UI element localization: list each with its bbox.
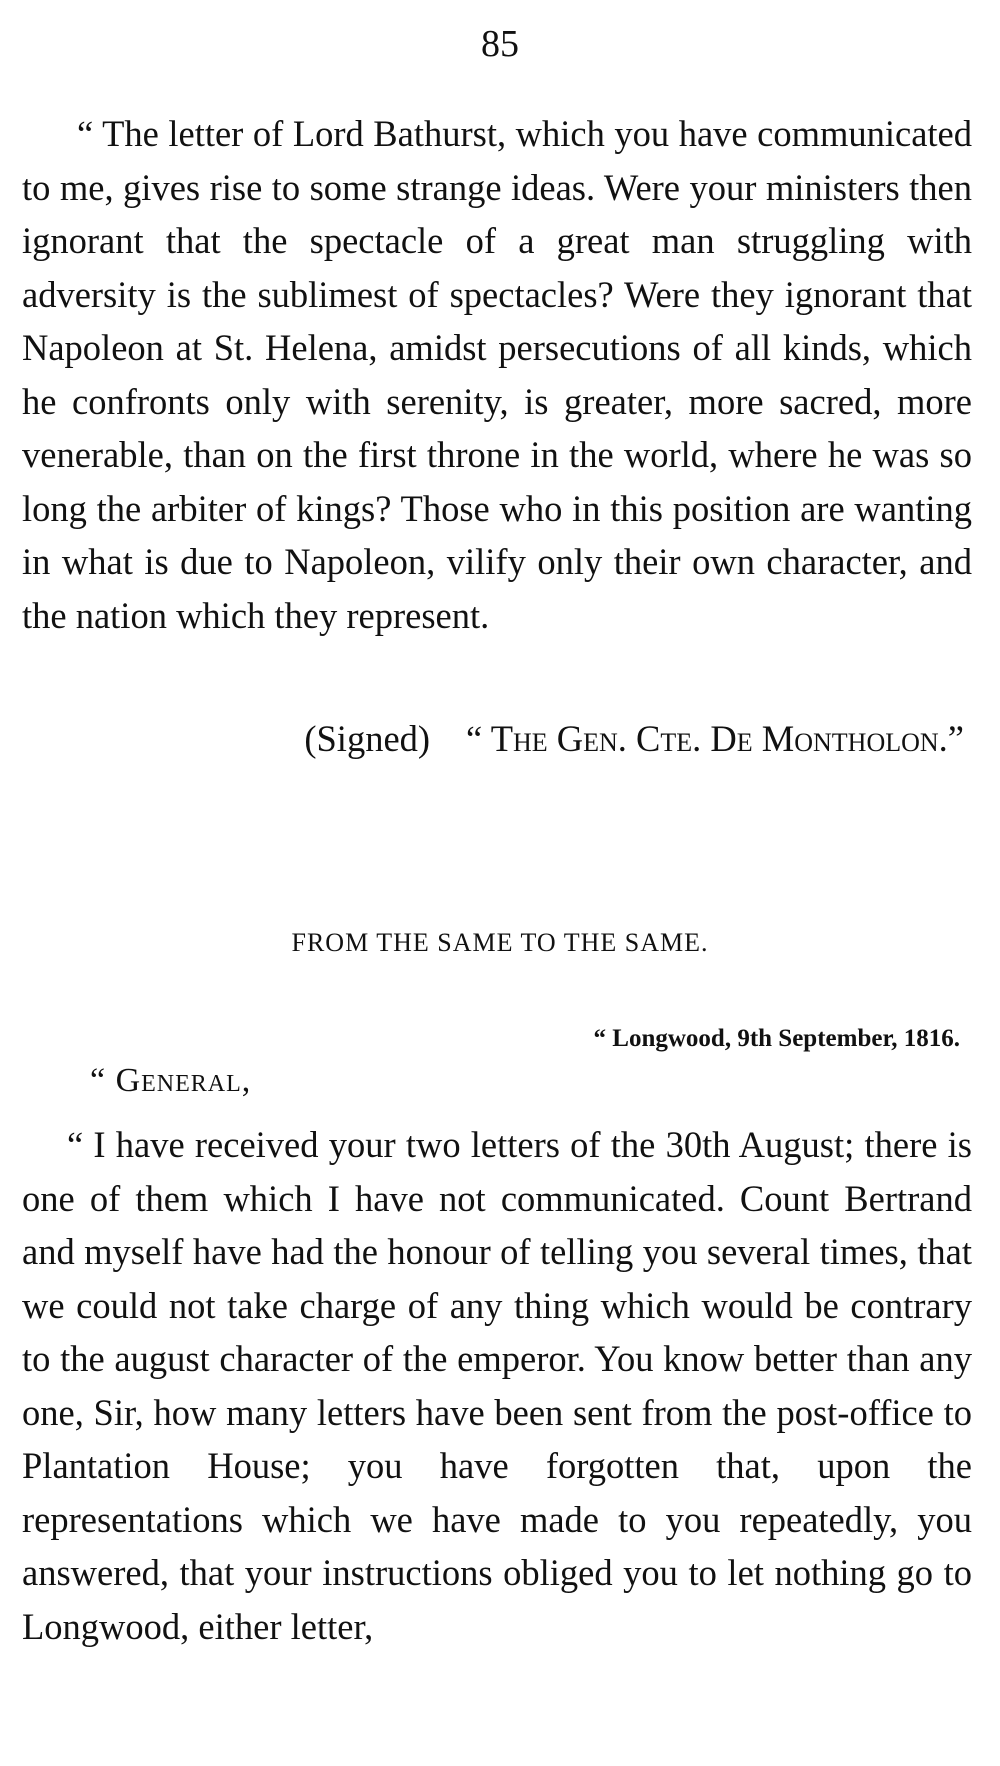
letter-two-body: “ I have received your two letters of the 30th August; there is one of them which I have not communicated. Count Bertrand and myself have had the honour of telling you several times, that we could not take charge of any thing which would be contrary to the august character of the emperor. You know better than any one, Sir, how many letters have been sent from the post-office to Plantation House; you have forgotten that, upon the representations which we have made to you repeatedly, you answered, that your instructions obliged you to let nothing go to Longwood, either letter, [22,1124,972,1647]
letter-one [22,107,972,642]
letter-one-body: “ The letter of Lord Bathurst, which you have communicated to me, gives rise to some strange ideas. Were your ministers then ignorant that the spectacle of a great man struggling with adversity is the sublimest of spectacles? Were they ignorant that Napoleon at St. Helena, amidst persecutions of all kinds, which he confronts only with serenity, is greater, more sacred, more venerable, than on the first throne in the world, where he was so long the arbiter of kings? Those who in this position are wanting in what is due to Napoleon, vilify only their own character, and the nation which they represent. [22,113,972,636]
signed-label: (Signed) [304,718,431,759]
page-number: 85 [481,23,519,65]
letter-one-signature [304,717,964,760]
dateline: “ Longwood, 9th September, 1816. [593,1025,960,1052]
salutation: “ General, [90,1062,252,1099]
signatory-name: “ The Gen. Cte. De Montholon.” [466,718,964,759]
letter-two [22,1118,972,1653]
section-heading: FROM THE SAME TO THE SAME. [291,928,709,957]
